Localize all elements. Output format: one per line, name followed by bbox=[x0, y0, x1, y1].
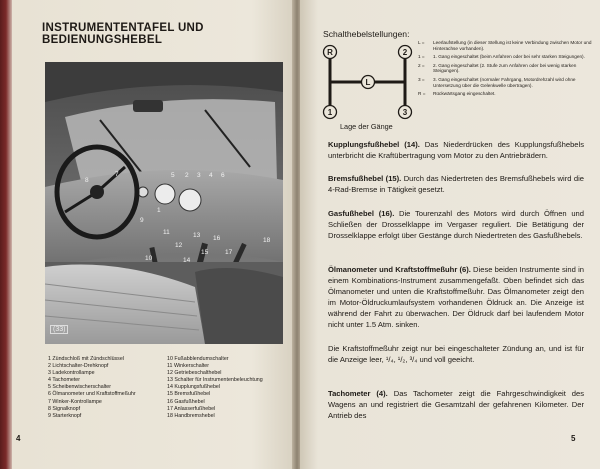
callout-16: 16 bbox=[213, 235, 221, 242]
legend-item: 15 Bremsfußhebel bbox=[167, 391, 211, 398]
right-page bbox=[300, 0, 600, 469]
legend-item: 5 Scheibenwischerschalter bbox=[48, 384, 112, 391]
legend-item: 12 Getriebeschalthebel bbox=[167, 370, 222, 377]
page-number-right: 5 bbox=[571, 434, 576, 443]
left-page bbox=[12, 0, 294, 469]
photo-label: (33) bbox=[50, 325, 68, 334]
callout-3: 3 bbox=[197, 172, 201, 179]
callout-18: 18 bbox=[263, 237, 271, 244]
dashboard-photo bbox=[45, 62, 283, 344]
legend-item: 7 Winker-Kontrollampe bbox=[48, 398, 102, 405]
legend-item: 14 Kupplungsfußhebel bbox=[167, 384, 221, 391]
paragraph-speedometer: Tachometer (4). Das Tachometer zeigt die Fahrgeschwindigkeit des Wagens an und registriert die Gesamtzahl der gefahrenen Kilometer. Der Antrieb des bbox=[328, 389, 584, 420]
legend-item: 9 Starterknopf bbox=[48, 412, 82, 419]
callout-12: 12 bbox=[175, 242, 183, 249]
callout-2: 2 bbox=[185, 172, 189, 179]
callout-9: 9 bbox=[140, 217, 144, 224]
legend-item: 4 Tachometer bbox=[48, 377, 80, 384]
callout-17: 17 bbox=[225, 249, 233, 256]
diagram-caption: Lage der Gänge bbox=[340, 122, 393, 131]
callout-13: 13 bbox=[193, 232, 201, 239]
page-title: INSTRUMENTENTAFEL UND BEDIENUNGSHEBEL bbox=[42, 22, 204, 46]
legend-column-2 bbox=[167, 356, 294, 420]
callout-10: 10 bbox=[145, 255, 153, 262]
gear-legend-item: 3 = 3. Gang eingeschaltet (normaler Fahrgang, Motordrehzahl wird ohne Untersetzung über die Gelenkwelle übertragen). bbox=[418, 76, 576, 88]
callout-15: 15 bbox=[201, 249, 209, 256]
gear-legend-item: 2 = 2. Gang eingeschaltet (2. Stufe zum Anfahren oder bei wenig starken Steigungen). bbox=[418, 62, 577, 74]
gear-legend bbox=[418, 40, 594, 100]
callout-8: 8 bbox=[85, 177, 89, 184]
page-number-left: 4 bbox=[16, 434, 21, 443]
shift-positions-title: Schalthebelstellungen: bbox=[323, 29, 410, 39]
legend-item: 17 Anlasserfußhebel bbox=[167, 405, 216, 412]
legend-item: 10 Fußabblendumschalter bbox=[167, 356, 229, 362]
paragraph-oil-gauge: Ölmanometer und Kraftstoffmeßuhr (6). Diese beiden Instrumente sind in einem Kombinations-Instrument zusammengefaßt. Oben befindet sich das Ölmanometer und unten die Kraftstoffmeßuhr. Das Ölmanometer zeigt den im Motor-Öldruckumlaufsystem vorhandenen Öldruck an. Die Anzeige ist während der Fahrt zu überwachen. Der Öldruck darf bei laufendem Motor nicht unter 1.5 Atm. sinken. bbox=[328, 265, 584, 329]
shift-position-neutral: L bbox=[365, 78, 371, 87]
legend-item: 16 Gasfußhebel bbox=[167, 398, 205, 405]
callout-11: 11 bbox=[163, 229, 170, 236]
legend-item: 6 Ölmanometer und Kraftstoffmeßuhr bbox=[48, 391, 136, 398]
legend-item: 3 Ladekontrollampe bbox=[48, 370, 95, 377]
legend-item: 2 Lichtschalter-Drehknopf bbox=[48, 363, 109, 370]
gear-legend-item: R = Rückwärtsgang eingeschaltet. bbox=[418, 91, 496, 97]
legend-item: 1 Zündschloß mit Zündschlüssel bbox=[48, 356, 124, 362]
paragraph-clutch: Kupplungsfußhebel (14). Das Niederdrücken des Kupplungsfußhebels unterbricht die Kraftübertragung vom Motor zu den Antriebrädern. bbox=[328, 140, 585, 160]
legend-item: 18 Handbremshebel bbox=[167, 412, 215, 419]
callout-6: 6 bbox=[221, 172, 225, 179]
paragraph-fuel-gauge: Die Kraftstoffmeßuhr zeigt nur bei eingeschalteter Zündung an, und ist für die Anzeige leer, ¹/₄, ¹/₂, ³/₄ und voll geeicht. bbox=[328, 344, 584, 364]
paragraph-accelerator: Gasfußhebel (16). Die Tourenzahl des Motors wird durch Öffnen und Schließen der Drosselklappe im Vergaser reguliert. Die Betätigung der Drosselklappe erfolgt über Gestänge durch Niedertreten des Gasfußhebels. bbox=[328, 209, 585, 240]
legend-item: 11 Winkerschalter bbox=[167, 363, 209, 370]
legend-item: 13 Schalter für Instrumentenbeleuchtung bbox=[167, 377, 263, 384]
shift-position-1: 1 bbox=[327, 108, 333, 117]
callout-7: 7 bbox=[115, 171, 119, 178]
callout-5: 5 bbox=[171, 172, 175, 179]
legend-column-1 bbox=[48, 356, 166, 420]
callout-4: 4 bbox=[209, 172, 213, 179]
shift-position-2: 2 bbox=[402, 48, 408, 57]
gear-shift-diagram bbox=[318, 40, 418, 125]
gear-legend-item: L = Leerlaufstellung (in dieser Stellung ist keine Verbindung zwischen Motor und Hinterachse vorhanden). bbox=[418, 40, 592, 51]
shift-position-3: 3 bbox=[402, 108, 408, 117]
callout-14: 14 bbox=[183, 257, 191, 264]
paragraph-brake: Bremsfußhebel (15). Durch das Niedertreten des Bremsfußhebels wird die 4-Rad-Bremse in Tätigkeit gesetzt. bbox=[328, 174, 584, 194]
callout-1: 1 bbox=[157, 207, 161, 214]
legend-item: 8 Signalknopf bbox=[48, 405, 81, 412]
shift-position-r: R bbox=[327, 48, 333, 57]
gear-legend-item: 1 = 1. Gang eingeschaltet (beim Anfahren oder bei sehr starken Steigungen). bbox=[418, 54, 585, 60]
